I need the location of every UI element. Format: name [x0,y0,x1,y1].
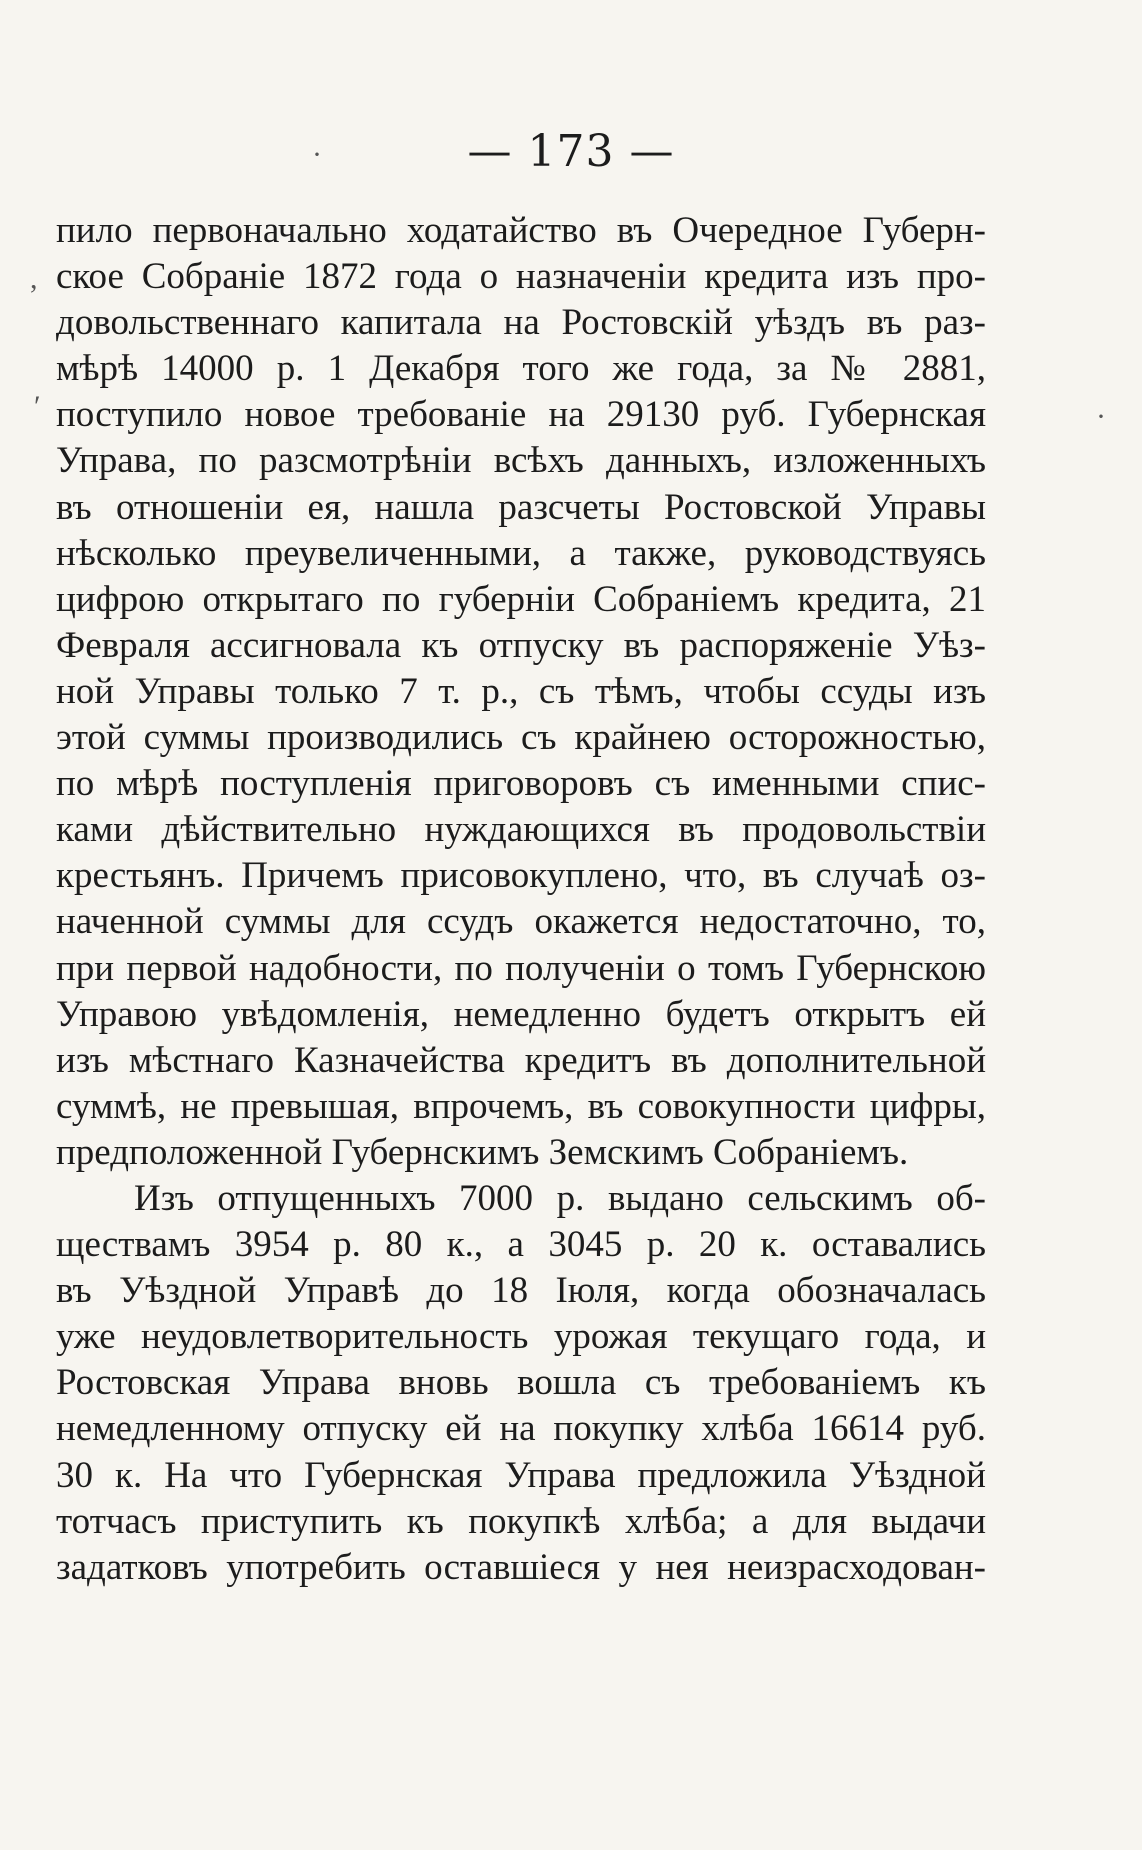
text-line: Ростовская Управа вновь вошла съ требованіемъ къ [56,1362,986,1404]
text-line: немедленному отпуску ей на покупку хлѣба 16614 руб. [56,1408,986,1450]
text-line: ками дѣйствительно нуждающихся въ продовольствіи [56,809,986,851]
text-line: 30 к. На что Губернская Управа предложила Уѣздной [56,1454,986,1496]
text-line: ское Собраніе 1872 года о назначеніи кредита изъ про- [56,256,986,298]
margin-mark: · [312,138,322,171]
text-line: предположенной Губернскимъ Земскимъ Собраніемъ. [56,1131,909,1173]
text-line: уже неудовлетворительность урожая текущаго года, и [56,1316,986,1358]
text-line: мѣрѣ 14000 р. 1 Декабря того же года, за № 2881, [56,348,986,390]
text-line: суммѣ, не превышая, впрочемъ, въ совокупности цифры, [56,1085,986,1127]
text-line: поступило новое требованіе на 29130 руб. Губернская [56,394,986,436]
text-line: нѣсколько преувеличенными, а также, руководствуясь [56,532,986,574]
text-line: цифрою открытаго по губерніи Собраніемъ кредита, 21 [56,578,986,620]
page-number: — 173 — [467,126,675,177]
body-text [56,208,986,1591]
text-line: довольственнаго капитала на Ростовскій уѣздъ въ раз- [56,302,986,344]
text-line: Февраля ассигновала къ отпуску въ распоряженіе Уѣз- [56,624,986,666]
text-line: по мѣрѣ поступленія приговоровъ съ именными спис- [56,763,986,805]
text-line: въ отношеніи ея, нашла разсчеты Ростовской Управы [56,486,986,528]
margin-mark: · [1096,400,1106,433]
margin-mark: ʹ [34,390,41,423]
margin-mark: , [30,262,38,295]
text-line: Управа, по разсмотрѣніи всѣхъ данныхъ, изложенныхъ [56,440,986,482]
text-line: ществамъ 3954 р. 80 к., а 3045 р. 20 к. оставались [56,1224,986,1266]
text-line: ной Управы только 7 т. р., съ тѣмъ, чтобы ссуды изъ [56,670,986,712]
text-line: пило первоначально ходатайство въ Очередное Губерн- [56,210,986,251]
text-line: наченной суммы для ссудъ окажется недостаточно, то, [56,901,986,943]
text-line: Управою увѣдомленія, немедленно будетъ открытъ ей [56,993,986,1035]
text-line: въ Уѣздной Управѣ до 18 Іюля, когда обозначалась [56,1270,986,1312]
text-line: Изъ отпущенныхъ 7000 р. выдано сельскимъ об- [134,1177,986,1219]
text-line: этой суммы производились съ крайнею осторожностью, [56,717,986,759]
text-line: при первой надобности, по полученіи о томъ Губернскою [56,947,986,989]
text-line: изъ мѣстнаго Казначейства кредитъ въ дополнительной [56,1039,986,1081]
text-line: задатковъ употребить оставшіеся у нея неизрасходован- [56,1546,986,1588]
text-line: тотчасъ приступить къ покупкѣ хлѣба; а для выдачи [56,1500,986,1542]
text-line: крестьянъ. Причемъ присовокуплено, что, въ случаѣ оз- [56,855,986,897]
